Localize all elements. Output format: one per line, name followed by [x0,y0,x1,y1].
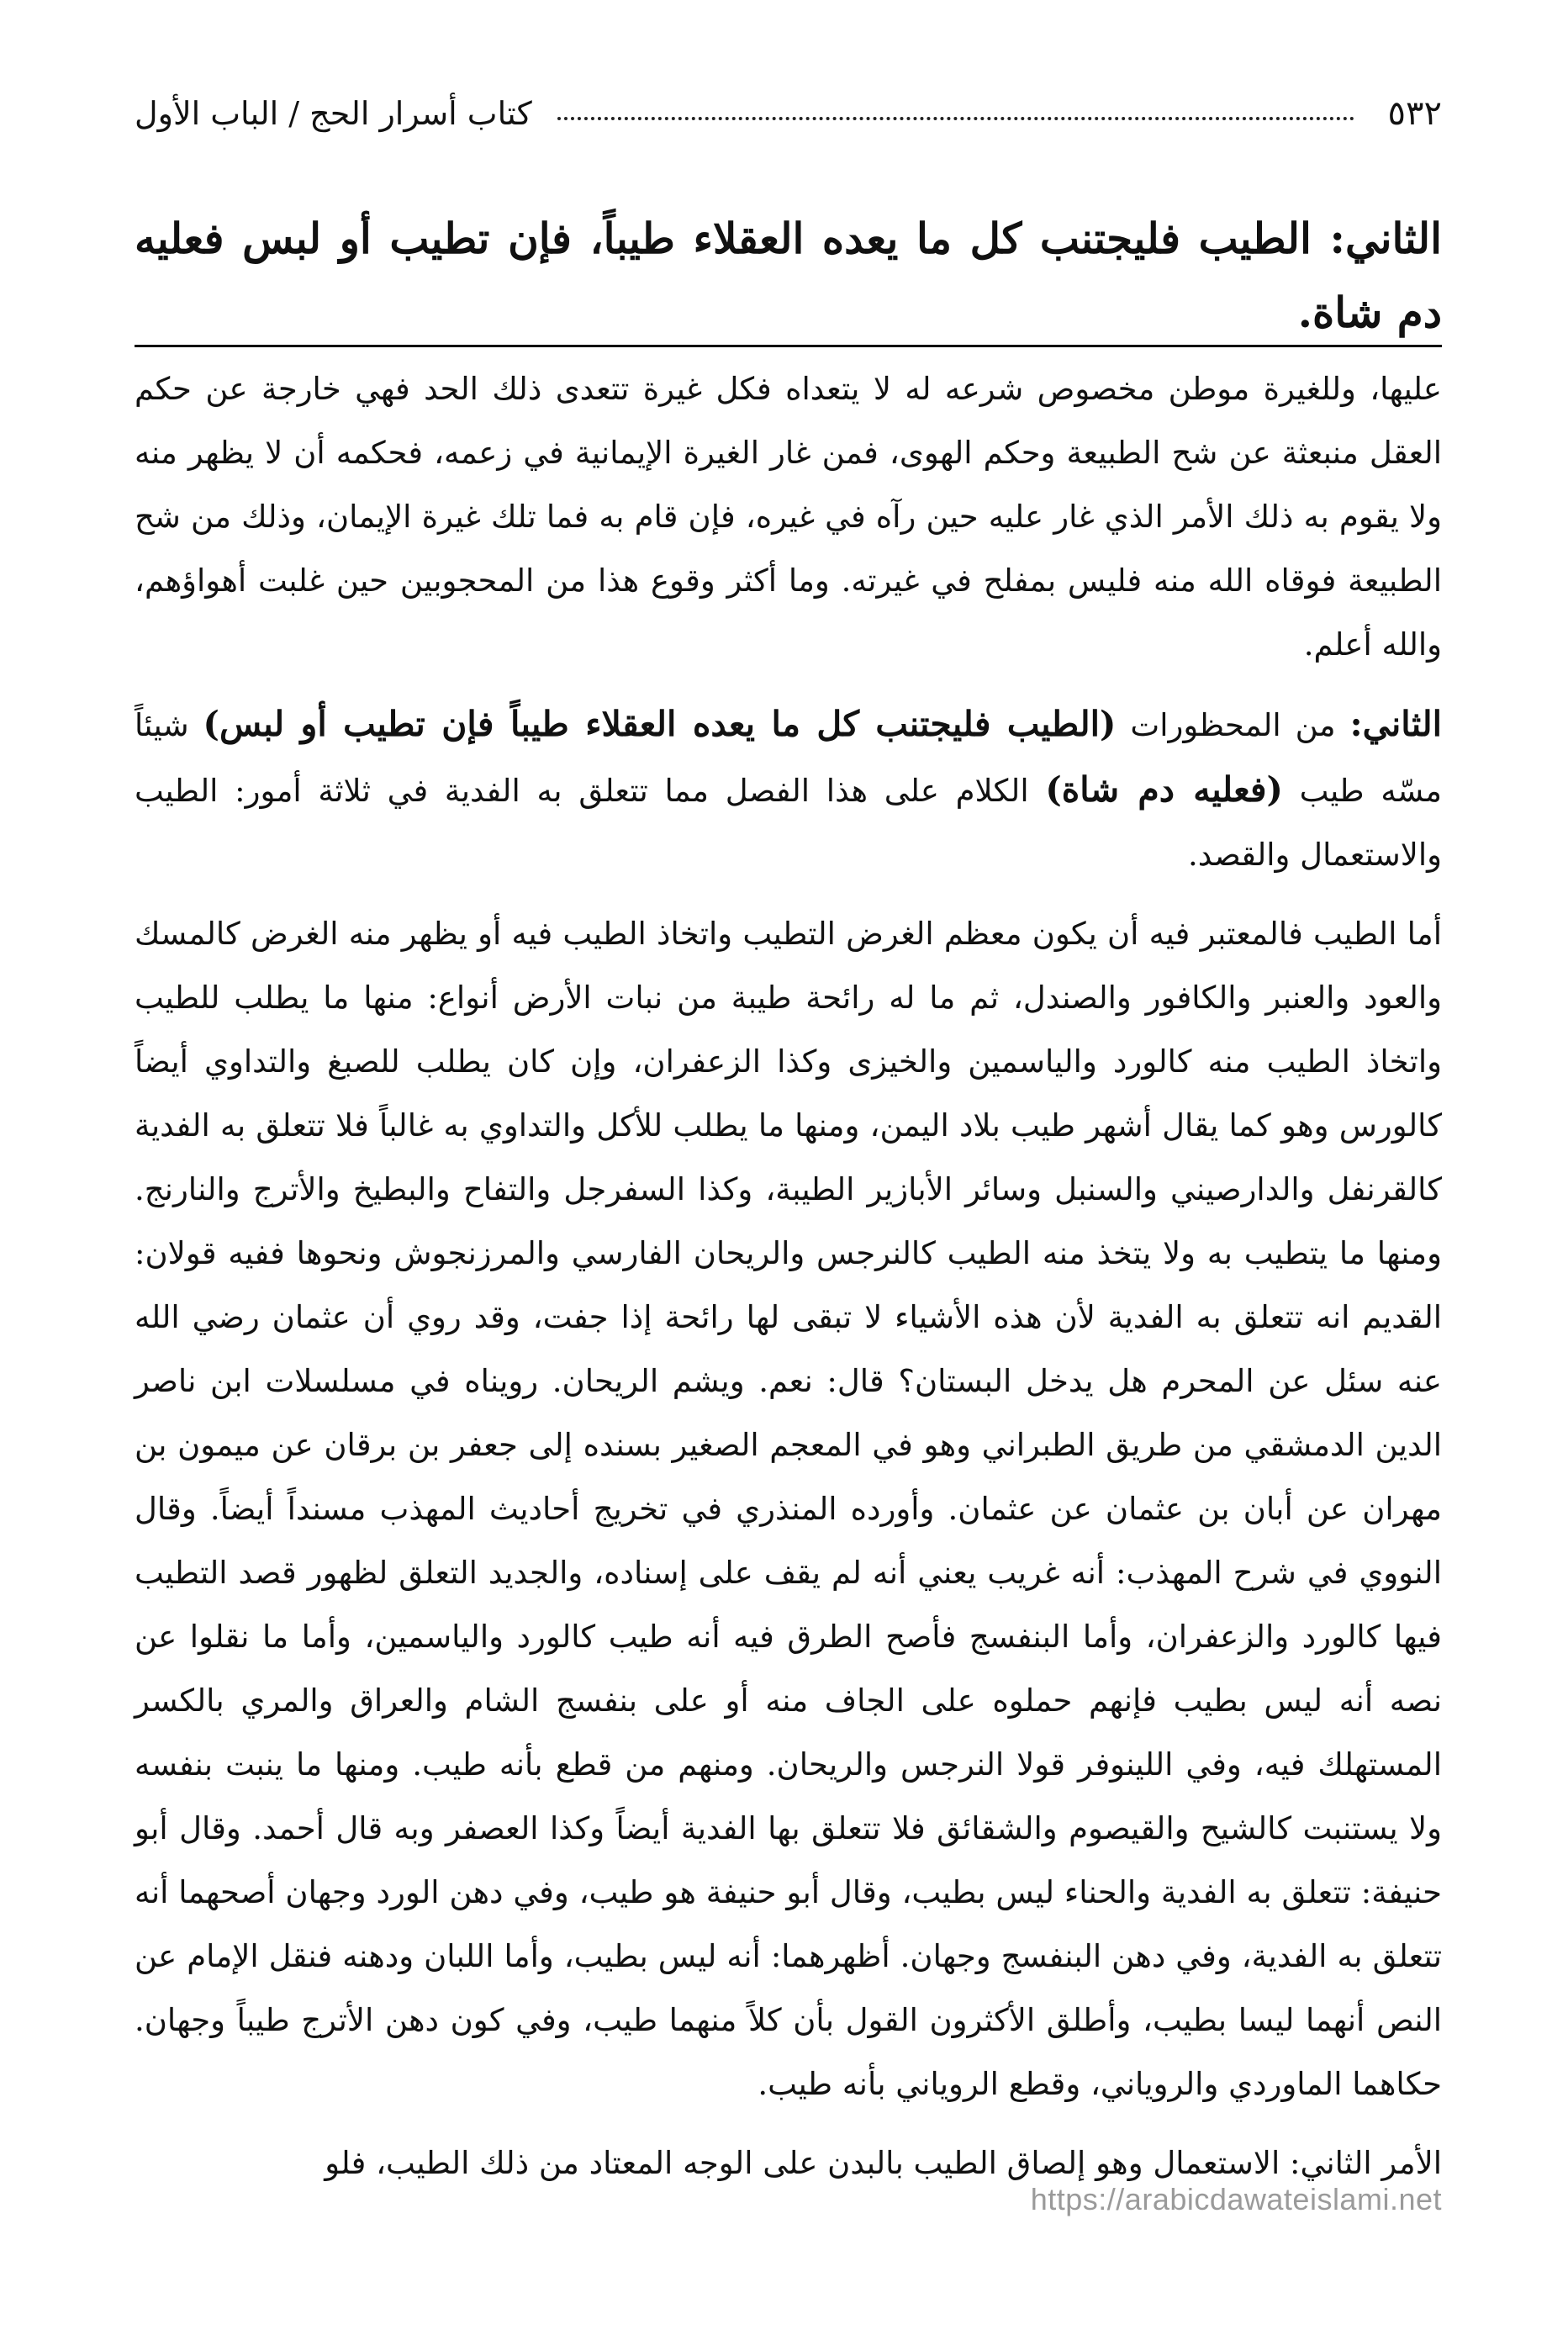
running-header [135,84,1442,143]
matn-text [135,202,1442,350]
paragraph-2-quote-2: (فعليه دم شاة) [1045,769,1283,810]
paragraph-2-lead: الثاني: [1349,704,1442,744]
watermark-url: https://arabicdawateislami.net [1030,2182,1442,2216]
separator-line [135,345,1442,347]
matn-body: الطيب فليجتنب كل ما يعده العقلاء طيباً، فإن تطيب أو لبس فعليه دم شاة. [135,214,1442,337]
commentary-paragraph-1: عليها، وللغيرة موطن مخصوص شرعه له لا يتعداه فكل غيرة تتعدى ذلك الحد فهي خارجة عن حكم العقل منبعثة عن شح الطبيعة وحكم الهوى، فمن غار الغيرة الإيمانية في زعمه، فحكمه أن لا يظهر منه ولا يقوم به ذلك الأمر الذي غار عليه حين رآه في غيره، فإن قام به فما تلك غيرة الإيمان، وذلك من شح الطبيعة فوقاه الله منه فليس بمفلح في غيرته. وما أكثر وقوع هذا من المحجوبين حين غلبت أهواؤهم، والله أعلم. [135,371,1442,663]
page-number: ٥٣٢ [1387,94,1442,133]
paragraph-2-part-2: شيئاً مسّه طيب [135,707,1442,809]
paragraph-2-part-3: الكلام على هذا الفصل مما تتعلق به الفدية في ثلاثة أمور: الطيب والاستعمال والقصد. [135,773,1442,873]
commentary-paragraph-4: الأمر الثاني: الاستعمال وهو إلصاق الطيب بالبدن على الوجه المعتاد من ذلك الطيب، فلو [325,2145,1442,2181]
commentary [135,357,1442,2195]
header-leader-dots [557,117,1354,120]
matn-lead: الثاني: [1329,214,1442,263]
paragraph-2-quote-1: (الطيب فليجتنب كل ما يعده العقلاء طيباً فإن تطيب أو لبس) [203,704,1117,744]
commentary-paragraph-3: أما الطيب فالمعتبر فيه أن يكون معظم الغرض التطيب واتخاذ الطيب فيه أو يظهر منه الغرض كالمسك والعود والعنبر والكافور والصندل، ثم ما له رائحة طيبة من نبات الأرض أنواع: منها ما يطلب للطيب واتخاذ الطيب منه كالورد والياسمين والخيزى وكذا الزعفران، وإن كان يطلب للصبغ والتداوي أيضاً كالورس وهو كما يقال أشهر طيب بلاد اليمن، ومنها ما يطلب للأكل والتداوي به غالباً فلا تتعلق به الفدية كالقرنفل والدارصيني والسنبل وسائر الأبازير الطيبة، وكذا السفرجل والتفاح والبطيخ والأترج والنارنج. ومنها ما يتطيب به ولا يتخذ منه الطيب كالنرجس والريحان الفارسي والمرزنجوش ونحوها ففيه قولان: القديم انه تتعلق به الفدية لأن هذه الأشياء لا تبقى لها رائحة إذا جفت، وقد روي أن عثمان رضي الله عنه سئل عن المحرم هل يدخل البستان؟ قال: نعم. ويشم الريحان. رويناه في مسلسلات ابن ناصر الدين الدمشقي من طريق الطبراني وهو في المعجم الصغير بسنده إلى جعفر بن برقان عن ميمون بن مهران عن أبان بن عثمان عن عثمان. وأورده المنذري في تخريج أحاديث المهذب مسنداً أيضاً. وقال النووي في شرح المهذب: أنه غريب يعني أنه لم يقف على إسناده، والجديد التعلق لظهور قصد التطيب فيها كالورد والزعفران، وأما البنفسج فأصح الطرق فيه أنه طيب كالورد والياسمين، وأما ما نقلوا عن نصه أنه ليس بطيب فإنهم حملوه على الجاف منه أو على بنفسج الشام والعراق والمري بالكسر المستهلك فيه، وفي اللينوفر قولا النرجس والريحان. ومنهم من قطع بأنه طيب. ومنها ما ينبت بنفسه ولا يستنبت كالشيح والقيصوم والشقائق فلا تتعلق بها الفدية أيضاً وكذا العصفر وبه قال أحمد. وقال أبو حنيفة: تتعلق به الفدية والحناء ليس بطيب، وقال أبو حنيفة هو طيب، وفي دهن الورد وجهان أصحهما أنه تتعلق به الفدية، وفي دهن البنفسج وجهان. أظهرهما: أنه ليس بطيب، وأما اللبان ودهنه فنقل الإمام عن النص أنهما ليسا بطيب، وأطلق الأكثرون القول بأن كلاً منهما طيب، وفي كون دهن الأترج طيباً وجهان. حكاهما الماوردي والروياني، وقطع الروياني بأنه طيب. [135,916,1442,2102]
book-title: كتاب أسرار الحج / الباب الأول [135,95,532,132]
paragraph-2-part-1: من المحظورات [1116,707,1350,743]
commentary-paragraph-2 [135,692,1442,887]
